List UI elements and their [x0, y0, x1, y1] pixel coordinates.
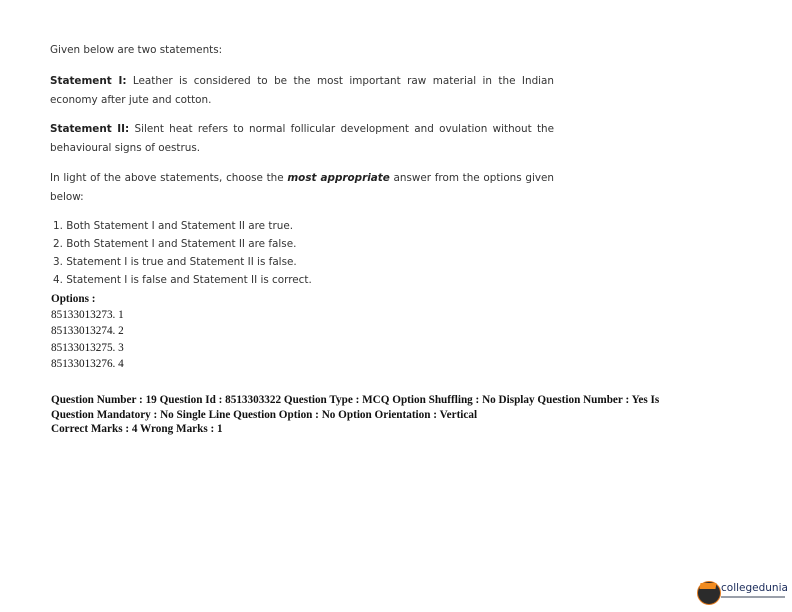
option-id: 85133013275. 3	[51, 341, 124, 354]
meta-line-2: Question Mandatory : No Single Line Question Option : No Option Orientation : Vertical	[51, 408, 478, 421]
option-id: 85133013273. 1	[51, 309, 124, 322]
question-meta	[51, 393, 751, 437]
statement-2	[50, 120, 554, 157]
option-id: 85133013276. 4	[51, 357, 124, 370]
options-heading: Options :	[51, 293, 96, 305]
meta-line-1: Question Number : 19 Question Id : 8513303322 Question Type : MCQ Option Shuffling : No Display Question Number : Yes Is	[51, 394, 660, 406]
instruction-after: answer from the options given below:	[50, 172, 554, 203]
choice-item: 1. Both Statement I and Statement II are true.	[53, 220, 294, 232]
choice-item: 2. Both Statement I and Statement II are false.	[53, 238, 297, 250]
collegedunia-logo	[697, 578, 787, 608]
choice-list	[53, 217, 312, 289]
instruction-before: In light of the above statements, choose the	[50, 172, 288, 184]
statement-1	[50, 72, 554, 109]
options-block	[51, 291, 124, 372]
statement-1-label: Statement I:	[50, 75, 127, 87]
logo-text: collegedunia	[721, 582, 788, 594]
graduation-cap-icon	[699, 583, 716, 589]
choice-item: 3. Statement I is true and Statement II is false.	[53, 256, 297, 268]
intro-text: Given below are two statements:	[50, 44, 223, 56]
logo-tagline-bar	[721, 596, 785, 598]
statement-1-text: Leather is considered to be the most important raw material in the Indian economy after jute and cotton.	[50, 75, 555, 106]
choice-item: 4. Statement I is false and Statement II is correct.	[53, 274, 312, 286]
instruction-emphasis: most appropriate	[287, 172, 390, 184]
option-id: 85133013274. 2	[51, 325, 124, 338]
statement-2-text: Silent heat refers to normal follicular development and ovulation without the behavioural signs of oestrus.	[50, 123, 554, 154]
meta-line-3: Correct Marks : 4 Wrong Marks : 1	[51, 423, 223, 435]
statement-2-label: Statement II:	[50, 123, 130, 135]
instruction	[50, 169, 554, 206]
